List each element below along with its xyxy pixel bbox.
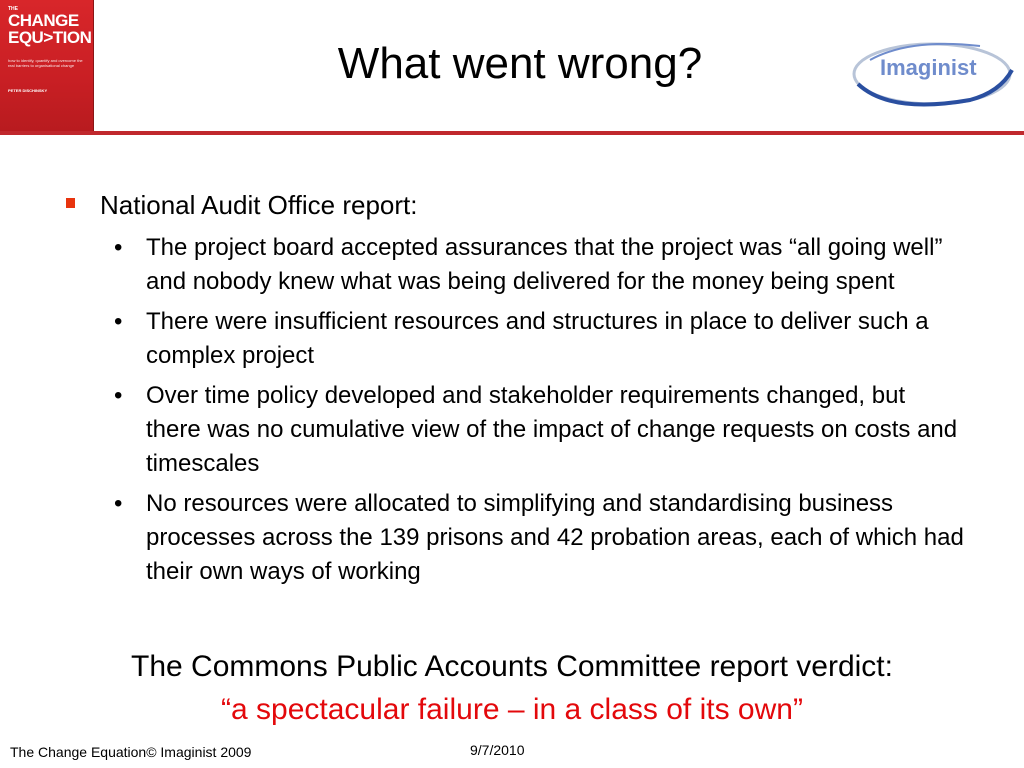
list-item bbox=[114, 487, 966, 589]
book-cover-the: THE bbox=[8, 6, 18, 12]
square-bullet-icon bbox=[66, 198, 75, 208]
bullet-dot-icon: • bbox=[114, 308, 123, 335]
bullet-dot-icon: • bbox=[114, 382, 123, 409]
footer-date: 9/7/2010 bbox=[470, 742, 525, 758]
book-cover-title-line1: CHANGE bbox=[8, 11, 79, 30]
slide-title: What went wrong? bbox=[337, 39, 703, 88]
level1-item bbox=[100, 186, 417, 224]
imaginist-logo bbox=[850, 32, 1020, 116]
book-cover-author: PETER DISCHINSKY bbox=[8, 88, 48, 93]
bullet-dot-icon: • bbox=[114, 490, 123, 517]
level1-text: National Audit Office report: bbox=[100, 190, 418, 220]
book-cover-subtitle: how to identify, quantify and overcome the real barriers to organisational change bbox=[8, 58, 83, 68]
bullet-dot-icon: • bbox=[114, 234, 123, 261]
list-item bbox=[114, 379, 966, 481]
header-divider bbox=[0, 131, 1024, 135]
bullet-text: There were insufficient resources and structures in place to deliver such a complex project bbox=[146, 308, 929, 369]
logo-text: Imaginist bbox=[880, 55, 977, 80]
bullet-text: The project board accepted assurances that the project was “all going well” and nobody knew what was being delivered for the money being spent bbox=[146, 234, 943, 295]
list-item bbox=[114, 305, 966, 373]
sub-bullet-list bbox=[114, 231, 966, 595]
book-cover-title-line2: EQU>TION bbox=[8, 28, 92, 47]
list-item bbox=[114, 231, 966, 299]
verdict-line: The Commons Public Accounts Committee report verdict: bbox=[131, 650, 893, 683]
bullet-text: Over time policy developed and stakeholder requirements changed, but there was no cumulative view of the impact of change requests on costs and timescales bbox=[146, 382, 958, 477]
book-cover-image bbox=[0, 0, 94, 132]
bullet-text: No resources were allocated to simplifying and standardising business processes across the 139 prisons and 42 probation areas, each of which had their own ways of working bbox=[146, 490, 964, 585]
footer-copyright: The Change Equation© Imaginist 2009 bbox=[10, 744, 252, 760]
verdict-quote: “a spectacular failure – in a class of its own” bbox=[221, 693, 803, 726]
